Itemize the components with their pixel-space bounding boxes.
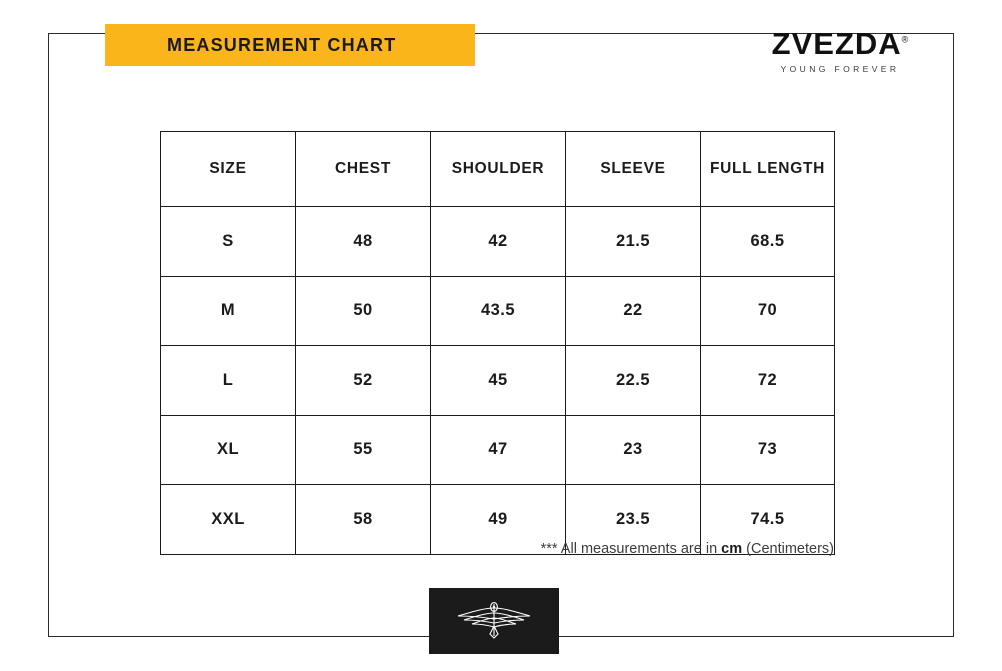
brand-logo — [740, 28, 940, 74]
cell-shoulder: 43.5 — [431, 276, 566, 346]
cell-shoulder: 42 — [431, 207, 566, 277]
measurement-table-wrap — [160, 131, 834, 555]
cell-chest: 50 — [296, 276, 431, 346]
cell-size: S — [161, 207, 296, 277]
cell-chest: 58 — [296, 485, 431, 555]
cell-shoulder: 47 — [431, 415, 566, 485]
cell-full-length: 72 — [701, 346, 835, 416]
title-banner — [105, 24, 475, 66]
cell-sleeve: 23 — [566, 415, 701, 485]
eagle-emblem-icon — [429, 588, 559, 654]
table-row — [161, 276, 835, 346]
footnote-unit: cm — [721, 541, 743, 557]
cell-size: L — [161, 346, 296, 416]
cell-size: XXL — [161, 485, 296, 555]
brand-name-text: ZVEZDA — [771, 26, 902, 61]
cell-size: M — [161, 276, 296, 346]
cell-shoulder: 45 — [431, 346, 566, 416]
cell-sleeve: 23.5 — [566, 485, 701, 555]
footnote-prefix: *** All measurements are in — [540, 541, 722, 557]
column-header-sleeve: SLEEVE — [566, 132, 701, 207]
cell-sleeve: 22.5 — [566, 346, 701, 416]
page-title: MEASUREMENT CHART — [167, 34, 397, 55]
column-header-full-length: FULL LENGTH — [701, 132, 835, 207]
measurement-table — [160, 131, 835, 555]
table-header-row — [161, 132, 835, 207]
table-row — [161, 415, 835, 485]
cell-full-length: 70 — [701, 276, 835, 346]
cell-sleeve: 22 — [566, 276, 701, 346]
registered-mark: ® — [901, 34, 909, 45]
cell-full-length: 73 — [701, 415, 835, 485]
cell-chest: 55 — [296, 415, 431, 485]
column-header-shoulder: SHOULDER — [431, 132, 566, 207]
cell-sleeve: 21.5 — [566, 207, 701, 277]
cell-full-length: 68.5 — [701, 207, 835, 277]
footnote-suffix: (Centimeters) — [742, 541, 834, 557]
table-row — [161, 207, 835, 277]
cell-size: XL — [161, 415, 296, 485]
table-row — [161, 346, 835, 416]
units-footnote — [160, 541, 834, 557]
cell-chest: 48 — [296, 207, 431, 277]
cell-shoulder: 49 — [431, 485, 566, 555]
cell-chest: 52 — [296, 346, 431, 416]
brand-tagline: YOUNG FOREVER — [780, 64, 900, 74]
brand-name — [772, 28, 909, 59]
column-header-size: SIZE — [161, 132, 296, 207]
column-header-chest: CHEST — [296, 132, 431, 207]
cell-full-length: 74.5 — [701, 485, 835, 555]
